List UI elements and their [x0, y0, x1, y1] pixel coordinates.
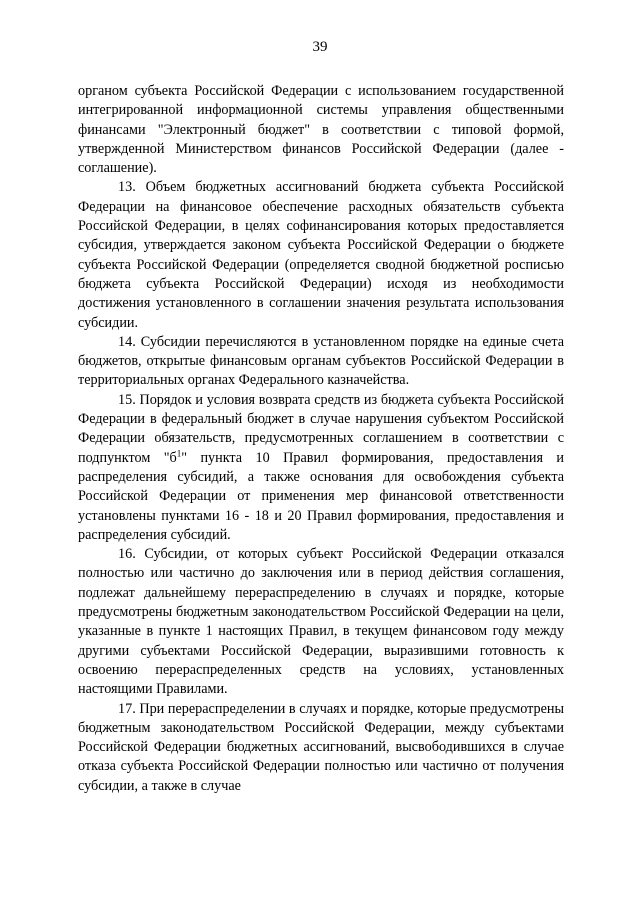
paragraph-17: 17. При перераспределении в случаях и порядке, которые предусмотрены бюджетным законодательством Российской Федерации, между субъектами Российской Федерации бюджетных ассигнований, высвободившихся в случае отказа субъекта Российской Федерации полностью или частично от получения субсидии, а также в случае — [78, 700, 564, 794]
paragraph-13: 13. Объем бюджетных ассигнований бюджета субъекта Российской Федерации на финансовое обеспечение расходных обязательств субъекта Российской Федерации, в целях софинансирования которых предоставляется субсидия, утверждается законом субъекта Российской Федерации о бюджете субъекта Российской Федерации (определяется сводной бюджетной росписью бюджета субъекта Российской Федерации) исходя из необходимости достижения установленного в соглашении значения результата использования субсидии. — [78, 179, 564, 331]
paragraph-15-part-2: " пункта 10 Правил формирования, предоставления и распределения субсидий, а также основания для освобождения субъекта Российской Федерации от применения мер финансовой ответственности установлены пунктами 16 - 18 и 20 Правил формирования, предоставления и распределения субсидий. — [78, 449, 564, 543]
paragraph-16: 16. Субсидии, от которых субъект Российской Федерации отказался полностью или частично до заключения или в период действия соглашения, подлежат дальнейшему перераспределению в случаях и порядке, которые предусмотрены бюджетным законодательством Российской Федерации на цели, указанные в пункте 1 настоящих Правил, в текущем финансовом году между другими субъектами Российской Федерации, выразившими готовность к освоению перераспределенных средств на условиях, установленных настоящими Правилами. — [78, 546, 564, 698]
paragraph-15-part-1: 15. Порядок и условия возврата средств из бюджета субъекта Российской Федерации в федеральный бюджет в случае нарушения субъектом Российской Федерации обязательств, предусмотренных соглашением в соответствии с подпунктом "б — [78, 391, 564, 466]
paragraph-agreement-continuation: органом субъекта Российской Федерации с использованием государственной интегрированной информационной системы управления общественными финансами "Электронный бюджет" в соответствии с типовой формой, утвержденной Министерством финансов Российской Федерации (далее - соглашение). — [78, 83, 564, 177]
document-body — [78, 82, 564, 796]
paragraph-14: 14. Субсидии перечисляются в установленном порядке на единые счета бюджетов, открытые финансовым органам субъектов Российской Федерации в территориальных органах Федерального казначейства. — [78, 333, 564, 389]
page-number: 39 — [312, 39, 328, 55]
paragraph-15 — [78, 391, 564, 545]
paragraph-15-superscript: 1 — [176, 447, 182, 458]
